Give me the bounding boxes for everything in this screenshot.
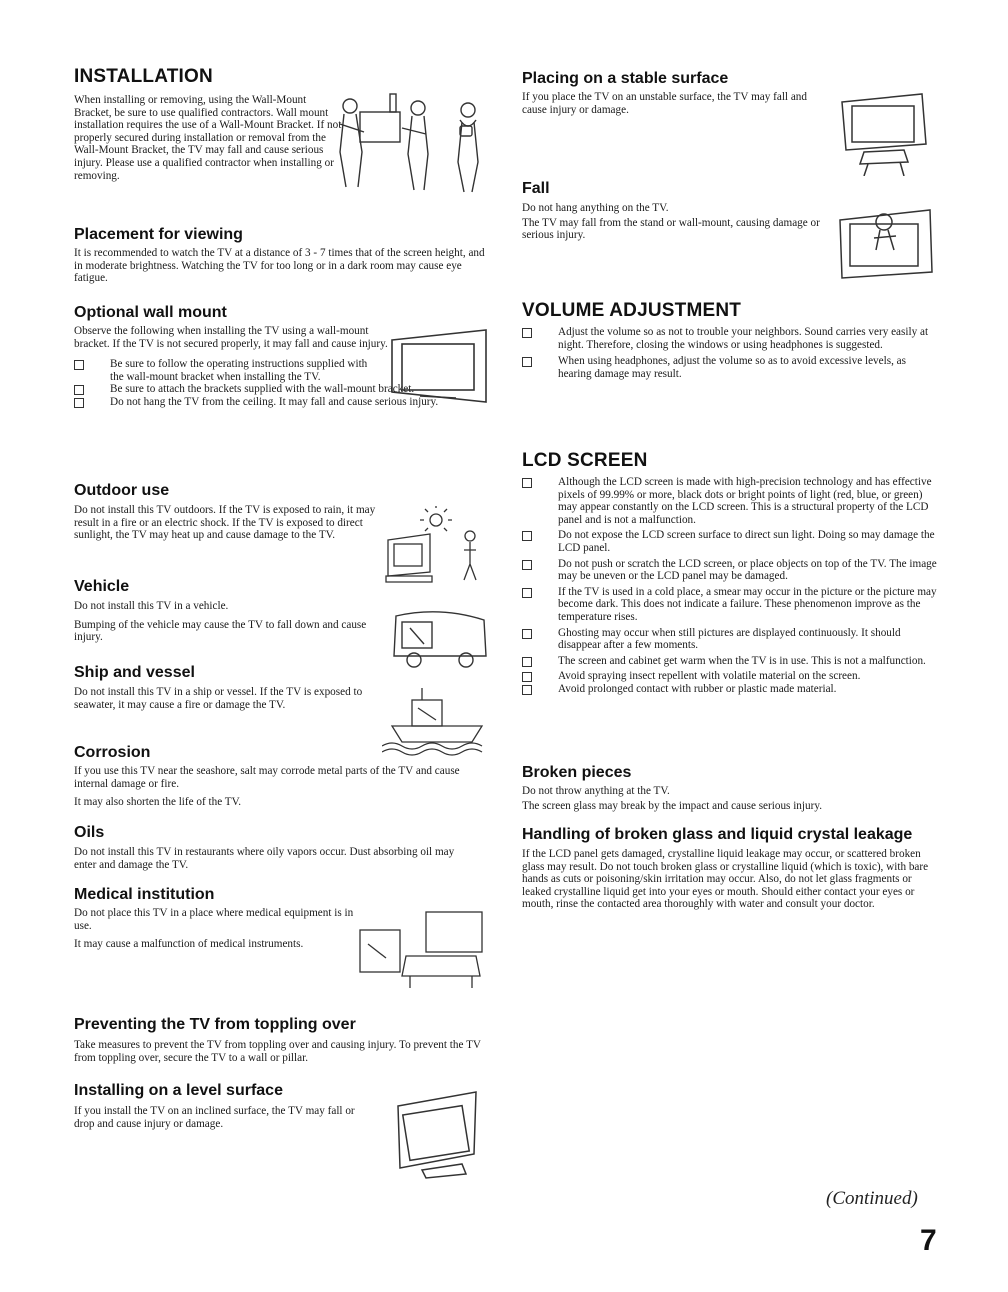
volume-item: When using headphones, adjust the volume so as to avoid excessive levels, as hearing damage may result. [522,355,938,380]
lcd-item: Avoid prolonged contact with rubber or plastic made material. [522,683,938,696]
outdoor-section [74,482,388,542]
corrosion-text-1: If you use this TV near the seashore, salt may corrode metal parts of the TV and cause internal damage or fire. [74,765,460,790]
placement-text: It is recommended to watch the TV at a distance of 3 - 7 times that of the screen height, and in moderate brightness. Watching the TV for too long or in a dark room may cause eye fatigue. [74,247,485,285]
wall-mount-item: Do not hang the TV from the ceiling. It may fall and cause serious injury. [74,396,490,409]
medical-text-2: It may cause a malfunction of medical instruments. [74,938,304,951]
handling-title: Handling of broken glass and liquid crystal leakage [522,826,913,843]
level-tv-illustration [392,1090,482,1180]
broken-text-2: The screen glass may break by the impact and cause serious injury. [522,799,822,812]
corrosion-text-2: It may also shorten the life of the TV. [74,796,242,809]
wall-tv-illustration [390,328,490,408]
ship-section [74,664,384,711]
lcd-item: The screen and cabinet get warm when the TV is in use. This is not a malfunction. [522,655,938,668]
installation-title: INSTALLATION [74,66,213,87]
volume-title: VOLUME ADJUSTMENT [522,300,742,321]
toppling-text: Take measures to prevent the TV from toppling over and causing injury. To prevent the TV from toppling over, secure the TV to a wall or pillar. [74,1039,481,1064]
page-number: 7 [920,1224,937,1257]
fall-section [522,180,832,242]
vehicle-text-1: Do not install this TV in a vehicle. [74,600,229,612]
lcd-list [522,476,938,696]
toppling-title: Preventing the TV from toppling over [74,1016,356,1033]
volume-item: Adjust the volume so as not to trouble your neighbors. Sound carries very easily at night. Therefore, closing the windows or using headphones is suggested. [522,326,938,351]
level-text: If you install the TV on an inclined surface, the TV may fall or drop and cause injury or damage. [74,1105,355,1130]
medical-text-1: Do not place this TV in a place where medical equipment is in use. [74,907,354,932]
fall-title: Fall [522,180,550,197]
stable-text: If you place the TV on an unstable surface, the TV may fall and cause injury or damage. [522,91,807,116]
oils-section [74,824,464,871]
lcd-item: Although the LCD screen is made with high-precision technology and has effective pixels of 99.99% or more, black dots or bright points of light (red, blue, or green) may appear constantly on the LCD screen. This is a structural property of the LCD panel and is not a malfunction. [522,476,938,526]
broken-text-1: Do not throw anything at the TV. [522,785,670,797]
lcd-item: If the TV is used in a cold place, a smear may occur in the picture or the picture may become dark. This does not indicate a failure. These phenomenon improve as the temperature rises. [522,586,938,624]
medical-section [74,886,364,951]
stable-tv-illustration [834,92,934,176]
outdoor-tv-illustration [384,506,494,586]
vehicle-text-2: Bumping of the vehicle may cause the TV to fall down and cause injury. [74,618,367,644]
vehicle-illustration [390,606,490,670]
corrosion-title: Corrosion [74,744,151,761]
oils-text: Do not install this TV in restaurants where oily vapors occur. Dust absorbing oil may enter and damage the TV. [74,846,455,871]
continued-label: (Continued) [826,1188,918,1209]
wall-mount-text: Observe the following when installing the TV using a wall-mount bracket. If the TV is not secured properly, it may fall and cause injury. [74,325,388,350]
installation-section [74,66,342,182]
handling-section [522,826,938,911]
installers-illustration [330,92,490,202]
level-section [74,1082,374,1130]
lcd-section [522,450,938,696]
vehicle-title: Vehicle [74,578,130,595]
level-title: Installing on a level surface [74,1082,283,1099]
vehicle-section [74,578,388,644]
installation-text: When installing or removing, using the Wall-Mount Bracket, be sure to use qualified contractors. Wall mount installation requires the use of a Wall-Mount Bracket. If not properly secured during installation or removal from the Wall-Mount Bracket, the TV may fall and cause serious injury. Please use a qualified contractor when installing or removing. [74,94,342,182]
lcd-item: Do not expose the LCD screen surface to direct sun light. Doing so may damage the LCD panel. [522,529,938,554]
ship-title: Ship and vessel [74,664,195,681]
broken-section [522,764,938,812]
outdoor-title: Outdoor use [74,482,170,499]
toppling-section [74,1016,494,1064]
volume-list [522,326,938,380]
ship-text: Do not install this TV in a ship or vessel. If the TV is exposed to seawater, it may cause a fire or damage the TV. [74,686,363,711]
wall-mount-item: Be sure to attach the brackets supplied with the wall-mount bracket. [74,383,490,396]
medical-title: Medical institution [74,886,215,903]
placement-title: Placement for viewing [74,226,243,243]
placement-section [74,226,486,285]
handling-text: If the LCD panel gets damaged, crystalline liquid leakage may occur, or scattered broken glass may result. Do not touch broken glass or crystalline liquid (which is toxic), with bare hands as cuts or poisoning/skin irritation may occur. Also, do not let glass fragments or leaked crystalline liquid get into your eyes or mouth. Should either contact your eyes or mouth, rinse the contacted area thoroughly with water and consult your doctor. [522,848,929,911]
wall-mount-title: Optional wall mount [74,304,227,321]
lcd-item: Avoid spraying insect repellent with volatile material on the screen. [522,670,938,683]
lcd-item: Ghosting may occur when still pictures are displayed continuously. It should disappear after a few moments. [522,627,938,652]
oils-title: Oils [74,824,105,841]
stable-title: Placing on a stable surface [522,70,729,87]
medical-illustration [356,910,486,990]
outdoor-text: Do not install this TV outdoors. If the TV is exposed to rain, it may result in a fire or an electric shock. If the TV is exposed to direct sunlight, the TV may heat up and cause damage to the TV. [74,504,376,542]
lcd-item: Do not push or scratch the LCD screen, or place objects on top of the TV. The image may be uneven or the LCD panel may be damaged. [522,558,938,583]
volume-section [522,300,938,380]
fall-tv-illustration [836,206,936,286]
broken-title: Broken pieces [522,764,632,781]
fall-text-1: Do not hang anything on the TV. [522,202,669,214]
wall-mount-item: Be sure to follow the operating instructions supplied with the wall-mount bracket when installing the TV. [74,358,374,383]
stable-section [522,70,822,116]
ship-illustration [382,686,492,756]
fall-text-2: The TV may fall from the stand or wall-mount, causing damage or serious injury. [522,216,820,242]
lcd-title: LCD SCREEN [522,450,648,471]
